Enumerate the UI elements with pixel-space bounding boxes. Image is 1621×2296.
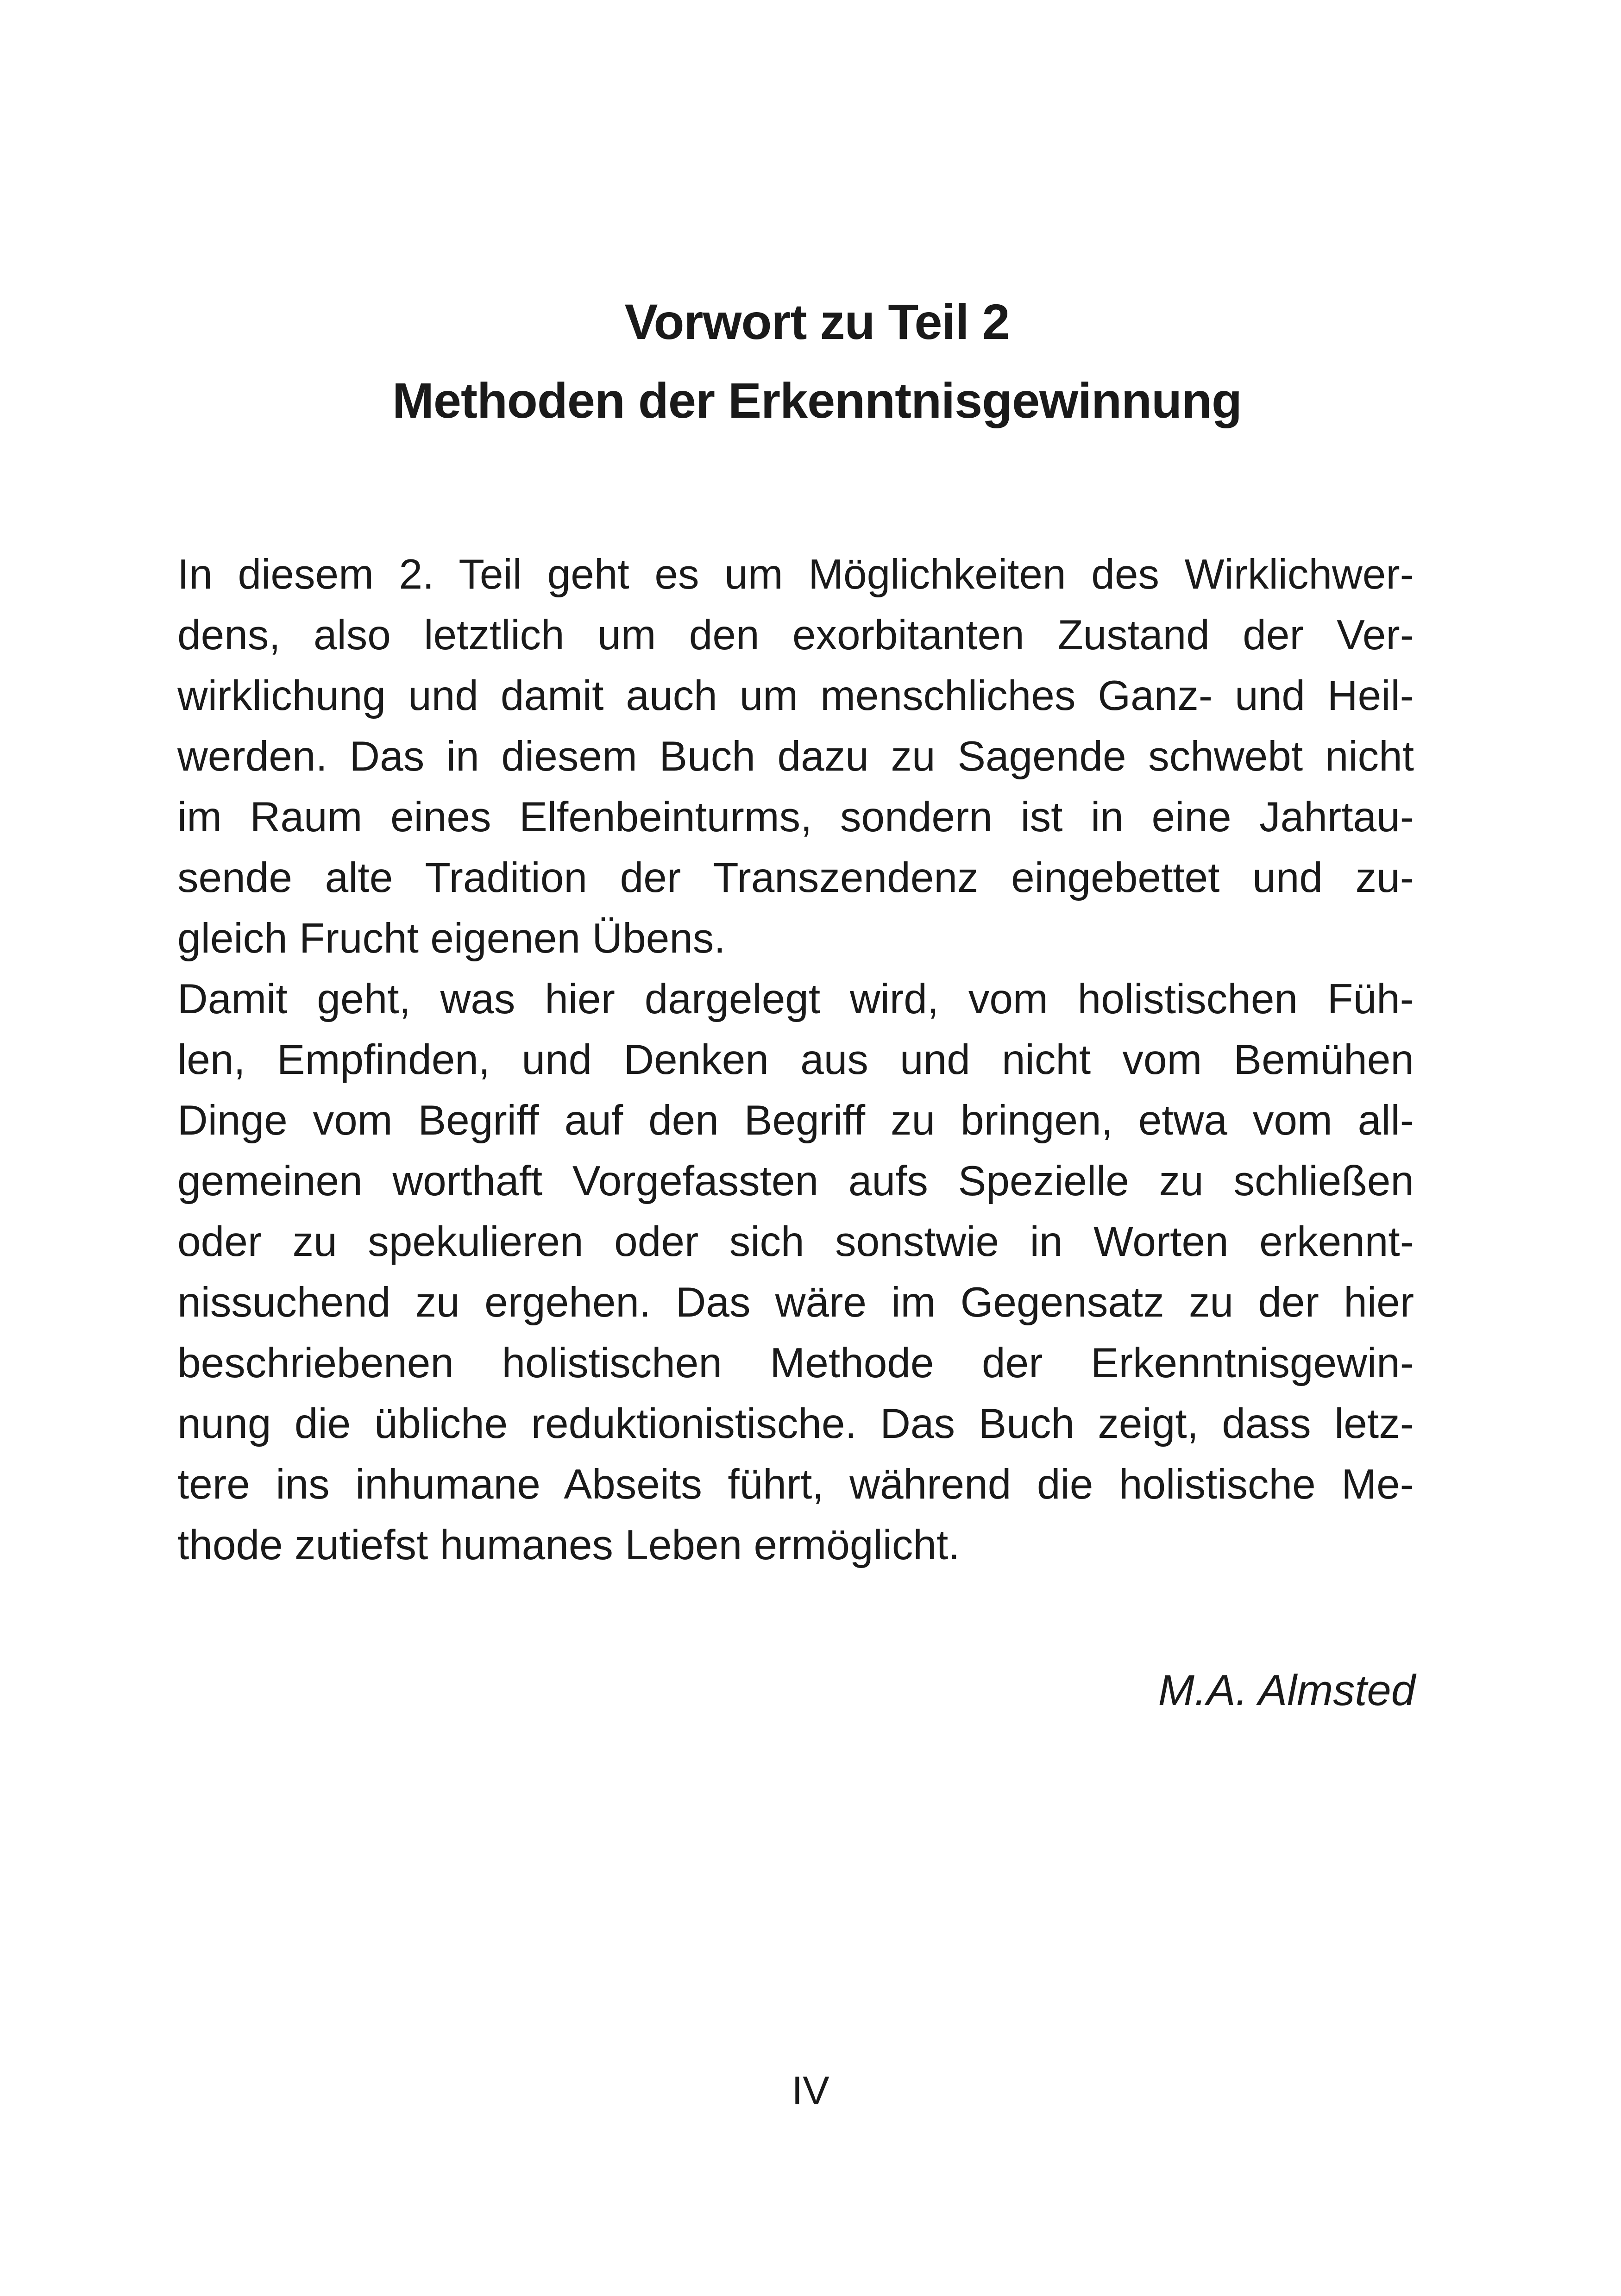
page-number: IV <box>792 2069 829 2113</box>
text-line: nissuchend zu ergehen. Das wäre im Gegensatz zu der hier <box>177 1279 1414 1326</box>
text-line: im Raum eines Elfenbeinturms, sondern ist in eine Jahrtau- <box>177 794 1414 841</box>
text-line: werden. Das in diesem Buch dazu zu Sagende schwebt nicht <box>177 733 1414 780</box>
paragraph-2 <box>177 969 1414 1575</box>
text-line: dens, also letztlich um den exorbitanten Zustand der Ver- <box>177 612 1414 659</box>
text-line: nung die übliche reduktionistische. Das Buch zeigt, dass letz- <box>177 1400 1414 1447</box>
text-line: thode zutiefst humanes Leben ermöglicht. <box>177 1522 960 1568</box>
text-line: gemeinen worthaft Vorgefassten aufs Spezielle zu schließen <box>177 1158 1414 1204</box>
author-signature: M.A. Almsted <box>1158 1666 1415 1714</box>
page-title: Vorwort zu Teil 2 <box>624 294 1010 350</box>
preface-body <box>177 544 1414 1575</box>
text-line: len, Empfinden, und Denken aus und nicht vom Bemühen <box>177 1036 1414 1083</box>
text-line: oder zu spekulieren oder sich sonstwie in Worten erkennt- <box>177 1218 1414 1265</box>
text-line: wirklichung und damit auch um menschliches Ganz- und Heil- <box>177 672 1414 719</box>
text-line: Dinge vom Begriff auf den Begriff zu bringen, etwa vom all- <box>177 1097 1414 1144</box>
text-line: gleich Frucht eigenen Übens. <box>177 915 726 962</box>
text-line: tere ins inhumane Abseits führt, während die holistische Me- <box>177 1461 1414 1508</box>
text-line: sende alte Tradition der Transzendenz eingebettet und zu- <box>177 854 1414 901</box>
text-line: beschriebenen holistischen Methode der Erkenntnisgewin- <box>177 1340 1414 1386</box>
text-line: In diesem 2. Teil geht es um Möglichkeiten des Wirklichwer- <box>177 551 1414 598</box>
text-line: Damit geht, was hier dargelegt wird, vom holistischen Füh- <box>177 976 1414 1023</box>
paragraph-1 <box>177 544 1414 969</box>
page-subtitle: Methoden der Erkenntnisgewinnung <box>392 372 1242 428</box>
